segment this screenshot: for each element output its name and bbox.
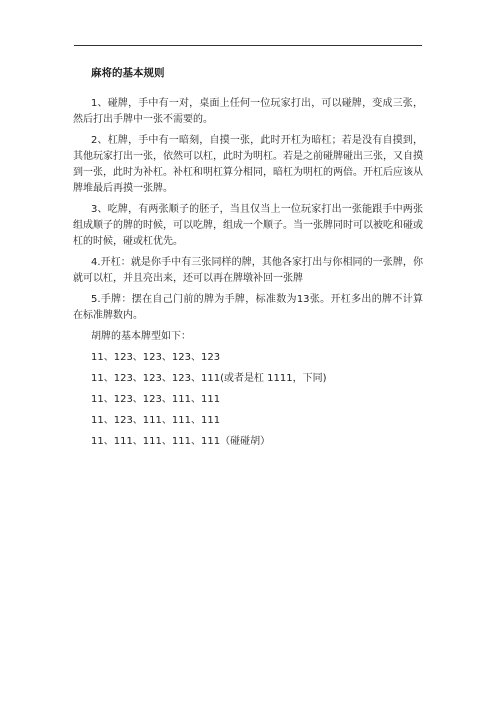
hand-type-line: 11、123、123、111、111 [91, 394, 221, 405]
hand-type-line: 11、123、111、111、111 [91, 415, 221, 426]
hand-types-title: 胡牌的基本牌型如下： [91, 331, 191, 342]
rule-paragraph-kaigang: 4.开杠：就是你手中有三张同样的牌，其他各家打出与你相同的一张牌，你就可以杠，并且亮出来，还可以再在牌墩补回一张牌 [73, 257, 423, 284]
rule-paragraph-gang: 2、杠牌，手中有一暗刻，自摸一张，此时开杠为暗杠；若是没有自摸到，其他玩家打出一张，依然可以杠，此时为明杠。若是之前碰牌碰出三张，又自摸到一张，此时为补杠。补杠和明杠算分相同，暗杠为明杠的两倍。开杠后应该从牌堆最后再摸一张牌。 [73, 135, 423, 194]
rule-paragraph-peng: 1、碰牌，手中有一对，桌面上任何一位玩家打出，可以碰牌，变成三张，然后打出手牌中一张不需要的。 [73, 98, 423, 125]
rule-paragraph-shoupai: 5.手牌：摆在自己门前的牌为手牌，标准数为13张。开杠多出的牌不计算在标准牌数内。 [73, 294, 423, 321]
hand-type-line: 11、123、123、123、111(或者是杠 1111，下同) [91, 373, 327, 384]
document-title: 麻将的基本规则 [91, 67, 165, 79]
hand-type-line: 11、123、123、123、123 [91, 352, 221, 363]
hand-type-line: 11、111、111、111、111（碰碰胡） [91, 436, 271, 447]
header-rule [74, 45, 422, 46]
document-body [73, 66, 423, 455]
rule-paragraph-chi: 3、吃牌，有两张顺子的胚子，当且仅当上一位玩家打出一张能跟手中两张组成顺子的牌的时候，可以吃牌，组成一个顺子。当一张牌同时可以被吃和碰或杠的时候，碰或杠优先。 [73, 204, 423, 247]
